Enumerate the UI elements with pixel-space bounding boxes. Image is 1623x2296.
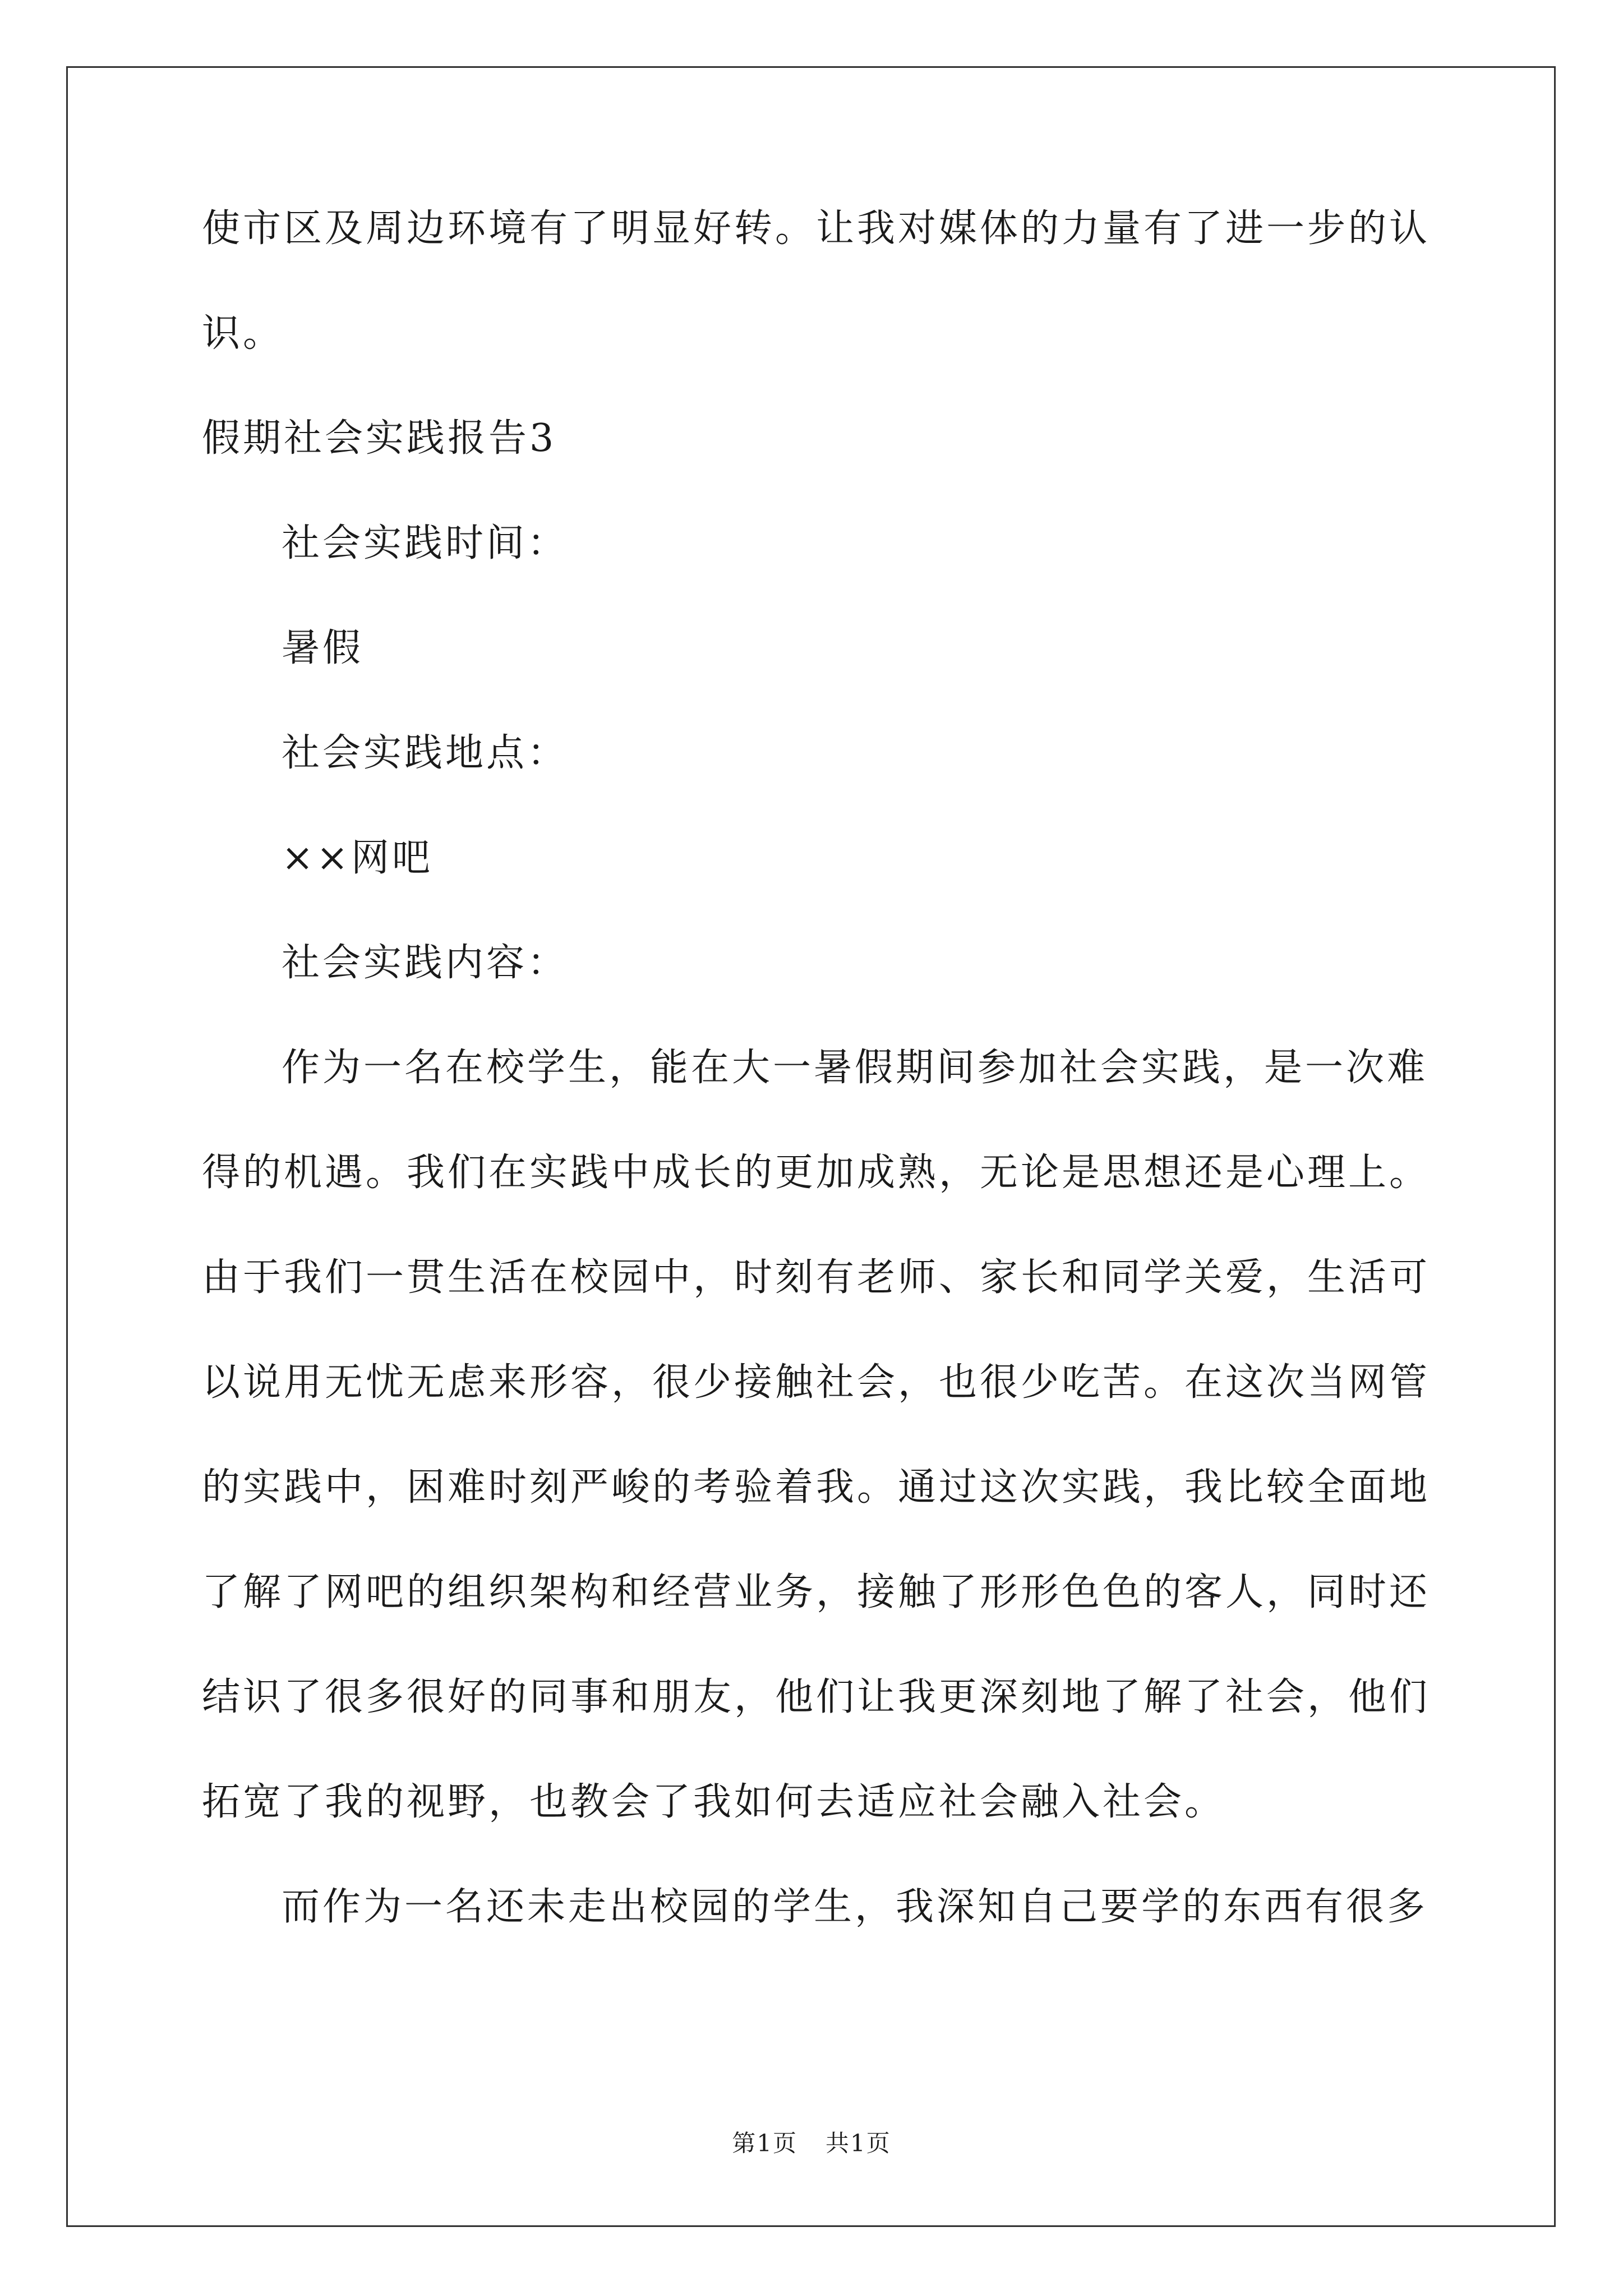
practice-location-value: ××网吧: [282, 836, 433, 880]
text-line-1: 使市区及周边环境有了明显好转。让我对媒体的力量有了进一步的认: [202, 206, 1431, 251]
section-heading: 假期社会实践报告3: [202, 416, 557, 461]
paragraph-line: 作为一名在校学生，能在大一暑假期间参加社会实践，是一次难: [282, 1046, 1428, 1090]
paragraph-line: 得的机遇。我们在实践中成长的更加成熟，无论是思想还是心理上。: [202, 1151, 1431, 1195]
text-line-2: 识。: [202, 311, 284, 356]
practice-location-label: 社会实践地点：: [282, 731, 569, 775]
paragraph-line: 结识了很多很好的同事和朋友，他们让我更深刻地了解了社会，他们: [202, 1675, 1431, 1719]
paragraph-line: 的实践中，困难时刻严峻的考验着我。通过这次实践，我比较全面地: [202, 1465, 1431, 1510]
paragraph-line: 以说用无忧无虑来形容，很少接触社会，也很少吃苦。在这次当网管: [202, 1360, 1431, 1405]
page-number: 第1页: [732, 2129, 797, 2157]
page-footer: [0, 2129, 1623, 2157]
practice-time-label: 社会实践时间：: [282, 521, 569, 565]
paragraph-line: 拓宽了我的视野，也教会了我如何去适应社会融入社会。: [202, 1780, 1226, 1824]
practice-time-value: 暑假: [282, 626, 364, 670]
page-total: 共1页: [826, 2129, 891, 2157]
paragraph-line: 由于我们一贯生活在校园中，时刻有老师、家长和同学关爱，生活可: [202, 1255, 1431, 1300]
practice-content-label: 社会实践内容：: [282, 941, 569, 985]
paragraph-line: 了解了网吧的组织架构和经营业务，接触了形形色色的客人，同时还: [202, 1570, 1431, 1614]
paragraph-line: 而作为一名还未走出校园的学生，我深知自己要学的东西有很多: [282, 1885, 1428, 1929]
